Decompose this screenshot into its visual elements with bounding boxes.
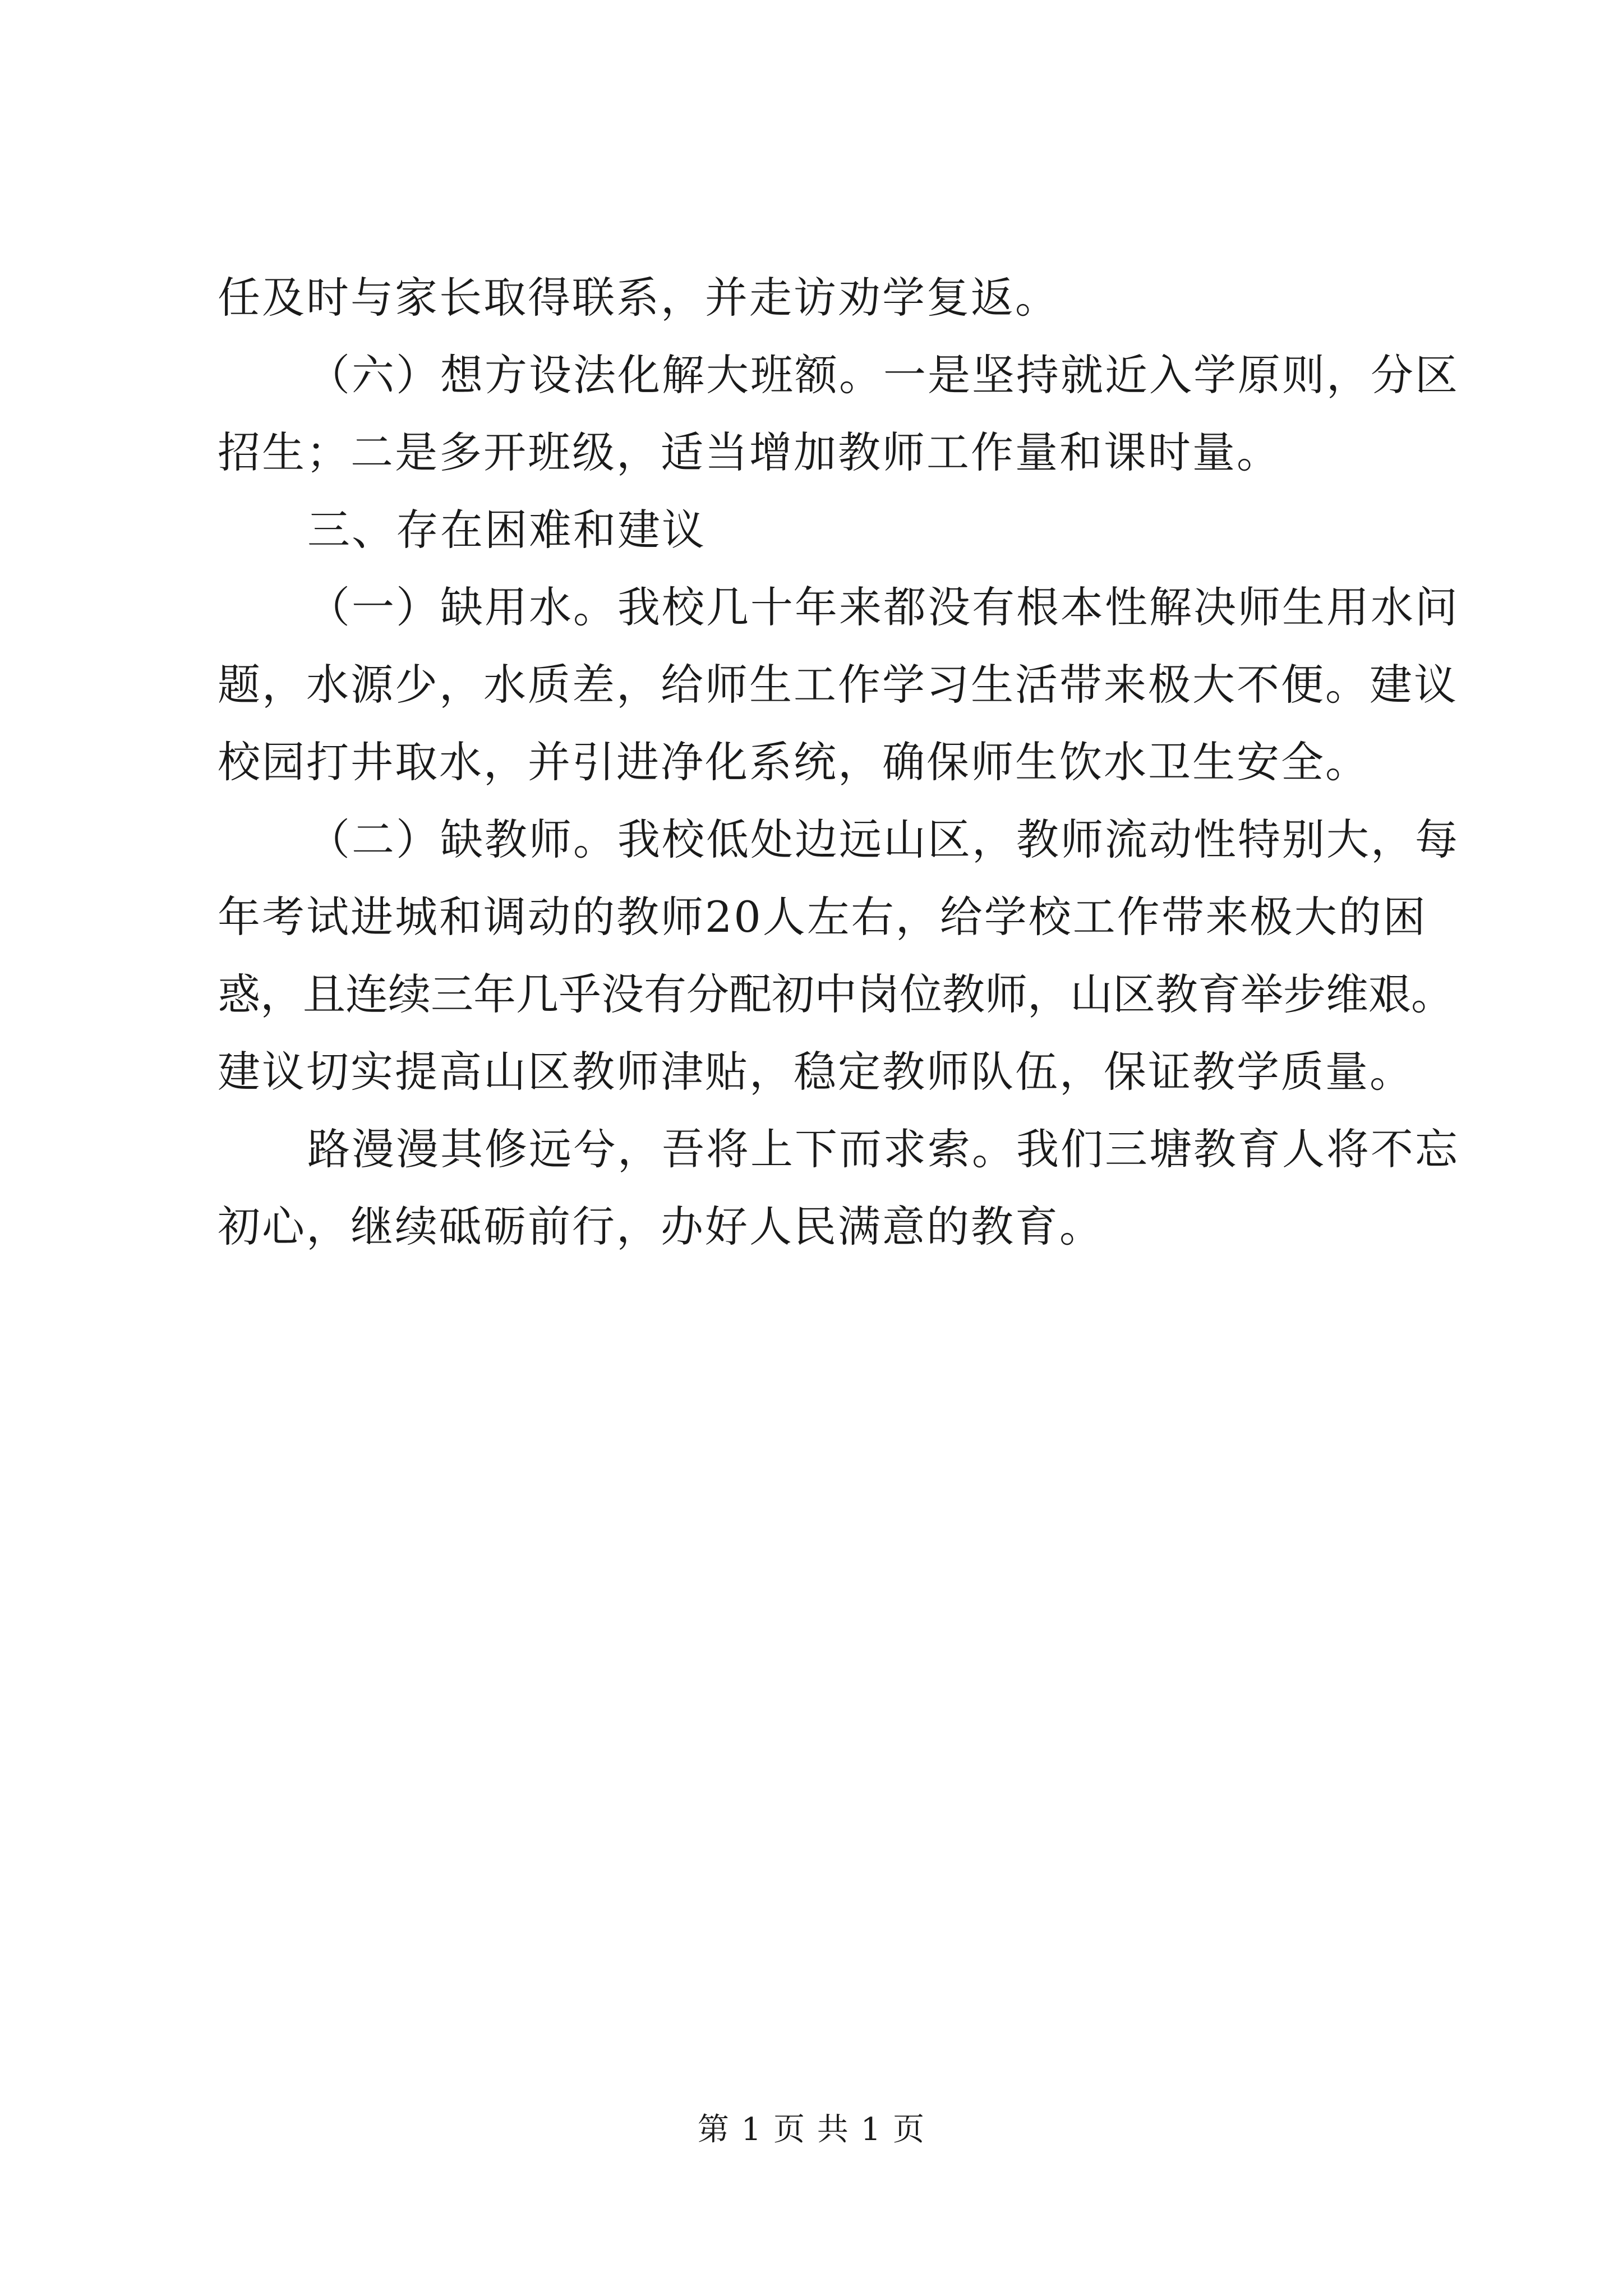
paragraph-line: （二）缺教师。我校低处边远山区，教师流动性特别大，每 [307,815,1459,864]
paragraph-line: （六）想方设法化解大班额。一是坚持就近入学原则，分区 [307,350,1459,400]
paragraph-line: 建议切实提高山区教师津贴，稳定教师队伍，保证教学质量。 [218,1047,1414,1097]
paragraph-line: 招生；二是多开班级，适当增加教师工作量和课时量。 [218,427,1281,477]
paragraph-line: （一）缺用水。我校几十年来都没有根本性解决师生用水问 [307,582,1459,632]
page-number-footer: 第 1 页 共 1 页 [697,2111,926,2148]
paragraph-line: 路漫漫其修远兮，吾将上下而求索。我们三塘教育人将不忘 [307,1124,1459,1174]
section-heading: 三、存在困难和建议 [307,505,706,555]
paragraph-line: 年考试进城和调动的教师20人左右，给学校工作带来极大的困 [218,892,1427,942]
paragraph-line: 任及时与家长取得联系，并走访劝学复返。 [218,273,1059,323]
paragraph-line: 惑，且连续三年几乎没有分配初中岗位教师，山区教育举步维艰。 [218,969,1454,1019]
document-body [218,259,1459,1266]
paragraph-line: 题，水源少，水质差，给师生工作学习生活带来极大不便。建议 [218,660,1458,710]
paragraph-line: 初心，继续砥砺前行，办好人民满意的教育。 [218,1202,1104,1251]
paragraph-line: 校园打井取水，并引进净化系统，确保师生饮水卫生安全。 [218,737,1370,787]
